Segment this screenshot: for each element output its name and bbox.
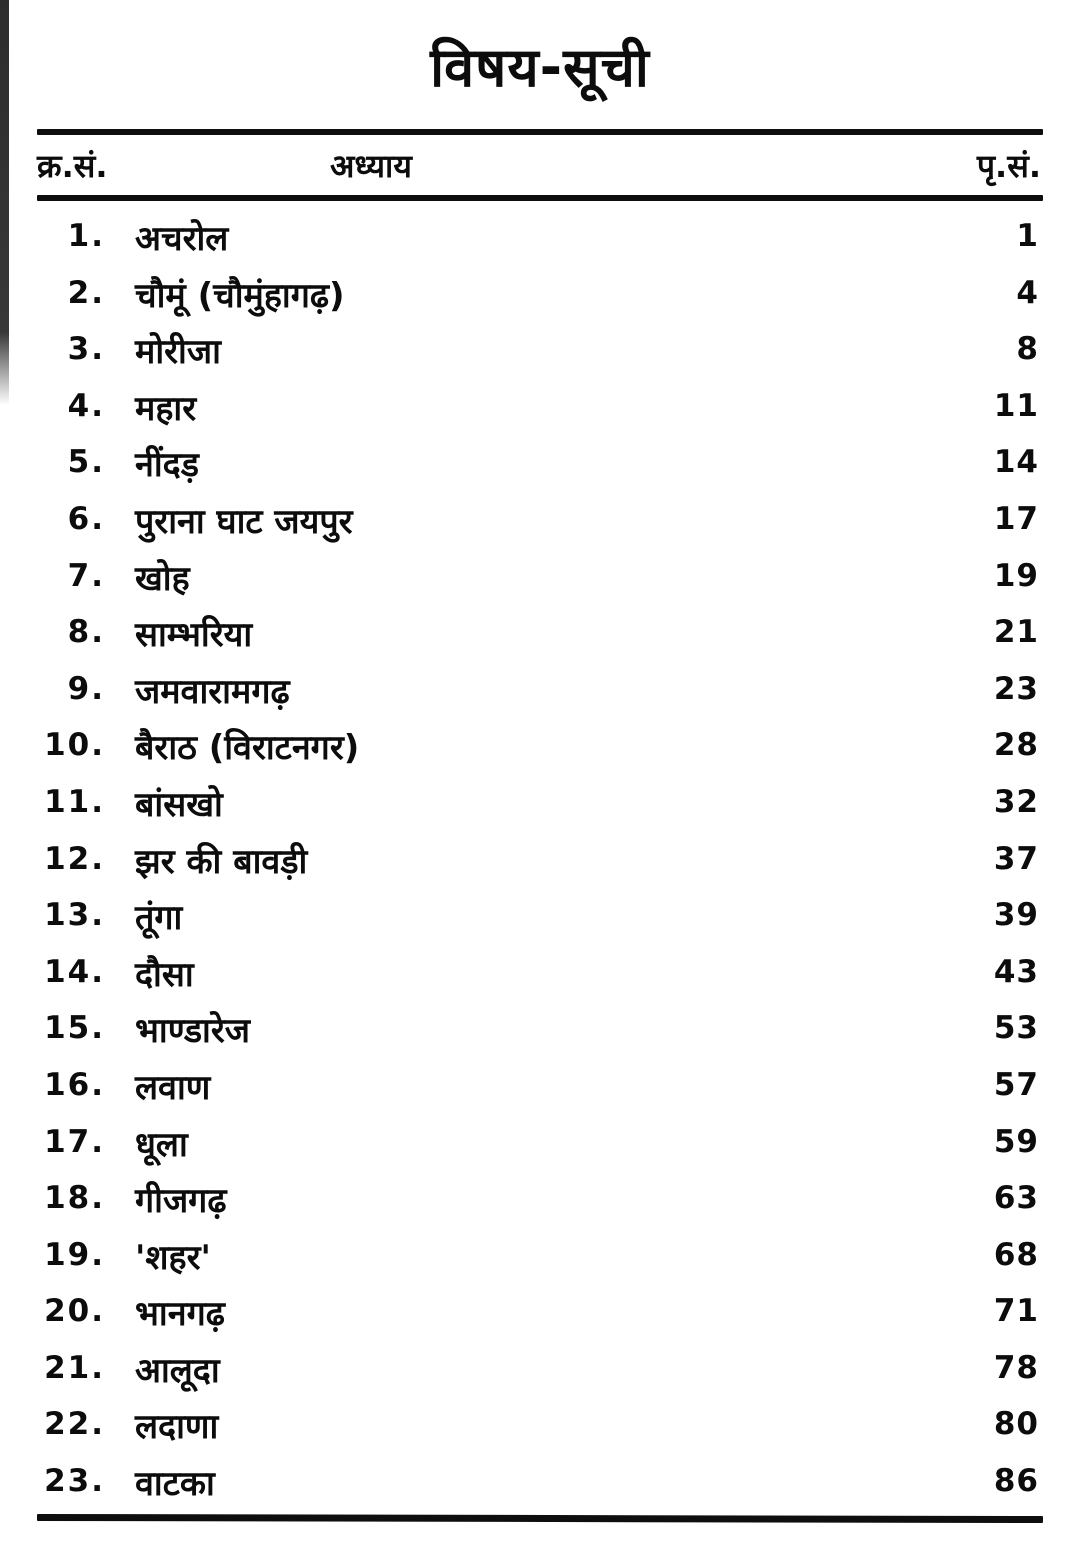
toc-row-page: 63 (993, 1180, 1039, 1217)
toc-row-number: 10. (44, 727, 105, 764)
toc-row-chapter: गीजगढ़ (135, 1181, 227, 1222)
toc-row-number: 3. (67, 331, 105, 368)
toc-row-number: 14. (44, 953, 105, 990)
toc-row-number: 22. (44, 1406, 105, 1443)
toc-row (37, 206, 1043, 263)
toc-row-number: 8. (67, 614, 105, 651)
toc-row-page: 11 (993, 387, 1039, 424)
toc-row-number: 7. (67, 557, 105, 594)
toc-row (37, 829, 1043, 886)
toc-row-page: 43 (993, 953, 1039, 990)
toc-row (37, 659, 1043, 716)
table-bottom-rule (37, 1514, 1043, 1523)
toc-row (37, 602, 1043, 659)
toc-row-page: 14 (993, 444, 1039, 481)
toc-row (37, 489, 1043, 546)
toc-row (37, 1112, 1043, 1169)
toc-row-chapter: लदाणा (135, 1407, 219, 1448)
toc-row-chapter: पुराना घाट जयपुर (135, 501, 353, 542)
toc-row-page: 78 (993, 1349, 1039, 1386)
toc-row-number: 20. (44, 1293, 105, 1330)
toc-row-number: 9. (67, 670, 105, 707)
toc-row (37, 432, 1043, 489)
toc-row-number: 12. (44, 840, 105, 877)
toc-row (37, 319, 1043, 376)
toc-row-page: 32 (993, 783, 1039, 820)
toc-row-number: 23. (44, 1463, 105, 1500)
toc-row-page: 4 (1016, 274, 1039, 311)
toc-row-chapter: नींदड़ (135, 445, 199, 486)
toc-row (37, 942, 1043, 999)
toc-row-page: 1 (1016, 218, 1039, 254)
toc-row (37, 1394, 1043, 1451)
toc-row-number: 21. (44, 1349, 105, 1386)
toc-row-chapter: बैराठ (विराटनगर) (135, 728, 360, 769)
toc-row-page: 21 (993, 614, 1039, 651)
toc-row-number: 17. (44, 1123, 105, 1160)
toc-row-page: 17 (993, 500, 1039, 537)
toc-row-chapter: तूंगा (135, 898, 183, 939)
toc-row-page: 80 (993, 1406, 1039, 1443)
toc-row-number: 4. (67, 387, 105, 424)
toc-row (37, 715, 1043, 772)
toc-row-chapter: दौसा (135, 954, 194, 995)
toc-row (37, 1225, 1043, 1282)
toc-row (37, 1451, 1043, 1508)
toc-row-chapter: भाण्डारेज (135, 1011, 250, 1052)
toc-row-page: 68 (993, 1236, 1039, 1273)
toc-row-page: 19 (993, 557, 1039, 594)
page-title: विषय-सूची (430, 36, 650, 99)
toc-row-page: 71 (993, 1293, 1039, 1330)
toc-row-number: 13. (44, 897, 105, 934)
toc-row-number: 16. (44, 1066, 105, 1103)
toc-row-chapter: भानगढ़ (135, 1294, 225, 1335)
column-header-chapter: अध्याय (330, 147, 412, 185)
toc-row-chapter: झर की बावड़ी (135, 841, 308, 882)
column-header-page: पृ.सं. (976, 147, 1041, 185)
toc-row-number: 2. (67, 274, 105, 311)
table-header-rule (37, 195, 1043, 201)
toc-row (37, 1055, 1043, 1112)
toc-row (37, 1168, 1043, 1225)
table-top-rule (37, 129, 1043, 135)
toc-row (37, 772, 1043, 829)
toc-row-chapter: चौमूं (चौमुंहागढ़) (135, 275, 345, 316)
toc-row-number: 11. (44, 783, 105, 820)
toc-row-page: 59 (993, 1123, 1039, 1160)
toc-row-chapter: वाटका (135, 1464, 215, 1505)
toc-row (37, 263, 1043, 320)
toc-row-chapter: बांसखो (135, 784, 223, 825)
toc-row-chapter: खोह (135, 558, 190, 599)
toc-row-number: 1. (67, 218, 105, 254)
toc-row-chapter: लवाण (135, 1067, 211, 1108)
toc-row-number: 19. (44, 1236, 105, 1273)
toc-row-page: 23 (993, 670, 1039, 707)
toc-row-chapter: अचरोल (135, 219, 229, 259)
toc-row-page: 53 (993, 1010, 1039, 1047)
toc-row-chapter: जमवारामगढ़ (135, 671, 290, 712)
toc-row-page: 57 (993, 1066, 1039, 1103)
toc-row-page: 28 (993, 727, 1039, 764)
toc-row-page: 37 (993, 840, 1039, 877)
column-header-serial: क्र.सं. (37, 147, 108, 185)
toc-row-number: 18. (44, 1180, 105, 1217)
toc-row (37, 376, 1043, 433)
toc-row-number: 5. (67, 444, 105, 481)
toc-row-chapter: 'शहर' (135, 1237, 211, 1278)
toc-rows (37, 206, 1043, 1508)
toc-row-number: 6. (67, 500, 105, 537)
toc-row (37, 1338, 1043, 1395)
toc-row (37, 546, 1043, 603)
toc-row-number: 15. (44, 1010, 105, 1047)
toc-row-page: 86 (993, 1463, 1039, 1500)
table-header (37, 142, 1043, 194)
toc-row-chapter: साम्भरिया (135, 615, 253, 656)
toc-row (37, 998, 1043, 1055)
toc-row (37, 885, 1043, 942)
toc-row-page: 8 (1016, 331, 1039, 368)
toc-row-chapter: मोरीजा (135, 332, 221, 373)
toc-row-chapter: धूला (135, 1124, 188, 1165)
toc-row-chapter: आलूदा (135, 1350, 220, 1391)
toc-row (37, 1281, 1043, 1338)
toc-row-chapter: महार (135, 388, 197, 429)
toc-row-page: 39 (993, 897, 1039, 934)
